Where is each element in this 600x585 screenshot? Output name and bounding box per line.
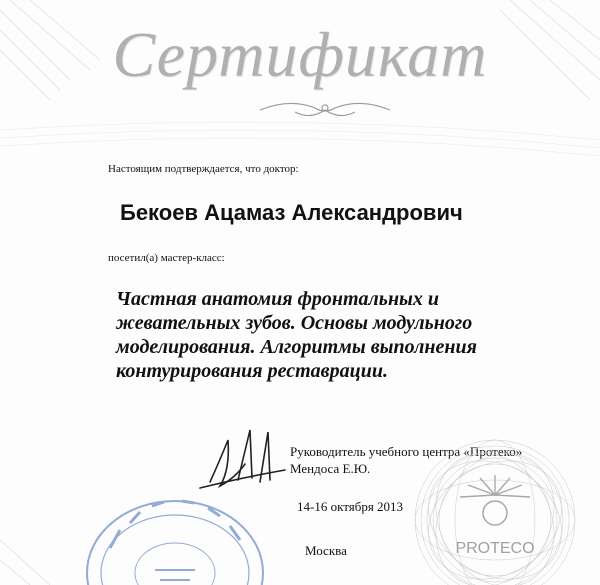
course-line: контурирования реставрации. xyxy=(116,360,388,382)
recipient-name: Бекоев Ацамаз Александрович xyxy=(120,200,463,225)
organization-stamp xyxy=(60,478,280,585)
event-city: Москва xyxy=(305,543,347,558)
course-line: Частная анатомия фронтальных и xyxy=(116,288,440,310)
event-date: 14-16 октября 2013 xyxy=(297,499,404,514)
certificate-title: Сертификат xyxy=(112,19,488,90)
director-title: Руководитель учебного центра «Протеко» xyxy=(290,444,523,459)
attended-text: посетил(а) мастер-класс: xyxy=(108,252,225,264)
confirm-text: Настоящим подтверждается, что доктор: xyxy=(108,163,299,175)
course-title xyxy=(116,287,586,383)
guilloche-seal xyxy=(380,435,600,585)
course-line: моделирования. Алгоритмы выполнения xyxy=(116,336,477,358)
course-line: жевательных зубов. Основы модульного xyxy=(116,312,473,334)
seal-logo-text: PROTECO xyxy=(455,540,535,557)
director-name: Мендоса Е.Ю. xyxy=(290,461,371,476)
title-flourish xyxy=(255,96,395,122)
